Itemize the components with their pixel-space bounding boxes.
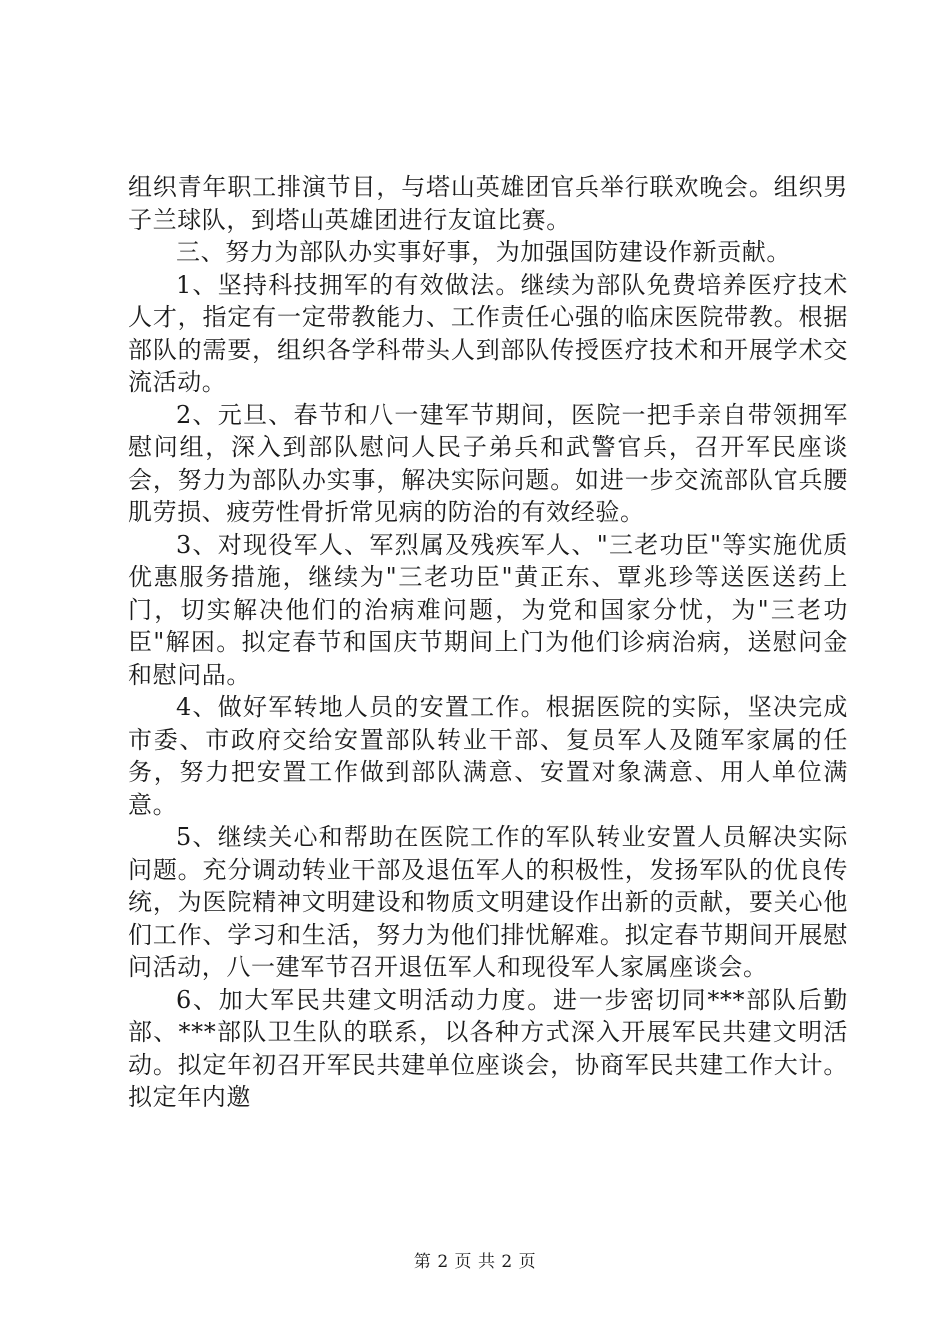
section-heading: 三、努力为部队办实事好事，为加强国防建设作新贡献。 (176, 238, 791, 266)
page-footer: 第 2 页 共 2 页 (413, 1252, 537, 1272)
paragraph: 4、做好军转地人员的安置工作。根据医院的实际，坚决完成市委、市政府交给安置部队转业干部、复员军人及随军家属的任务，努力把安置工作做到部队满意、安置对象满意、用人单位满意。 (128, 693, 848, 819)
paragraph: 组织青年职工排演节目，与塔山英雄团官兵举行联欢晚会。组织男子兰球队，到塔山英雄团进行友谊比赛。 (128, 173, 848, 234)
paragraph: 5、继续关心和帮助在医院工作的军队转业安置人员解决实际问题。充分调动转业干部及退伍军人的积极性，发扬军队的优良传统，为医院精神文明建设和物质文明建设作出新的贡献，要关心他们工作、学习和生活，努力为他们排忧解难。拟定春节期间开展慰问活动，八一建军节召开退伍军人和现役军人家属座谈会。 (128, 823, 848, 981)
paragraph: 1、坚持科技拥军的有效做法。继续为部队免费培养医疗技术人才，指定有一定带教能力、工作责任心强的临床医院带教。根据部队的需要，组织各学科带头人到部队传授医疗技术和开展学术交流活动。 (128, 270, 848, 396)
paragraph: 2、元旦、春节和八一建军节期间，医院一把手亲自带领拥军慰问组，深入到部队慰问人民子弟兵和武警官兵，召开军民座谈会，努力为部队办实事，解决实际问题。如进一步交流部队官兵腰肌劳损、疲劳性骨折常见病的防治的有效经验。 (128, 400, 848, 526)
document-body (128, 171, 848, 1114)
paragraph: 6、加大军民共建文明活动力度。进一步密切同***部队后勤部、***部队卫生队的联系，以各种方式深入开展军民共建文明活动。拟定年初召开军民共建单位座谈会，协商军民共建工作大计。拟定年内邀 (128, 985, 848, 1111)
paragraph: 3、对现役军人、军烈属及残疾军人、"三老功臣"等实施优质优惠服务措施，继续为"三老功臣"黄正东、覃兆珍等送医送药上门，切实解决他们的治病难问题，为党和国家分忧，为"三老功臣"解困。拟定春节和国庆节期间上门为他们诊病治病，送慰问金和慰问品。 (128, 530, 848, 689)
